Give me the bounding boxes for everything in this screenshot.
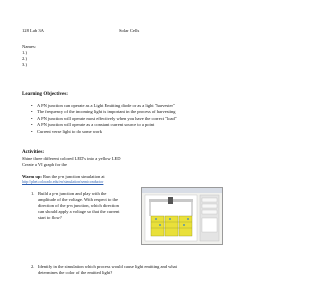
battery-icon: [168, 197, 173, 204]
p-cell: [151, 216, 164, 236]
question-2: [38, 264, 177, 276]
name-line-2: 2.): [22, 56, 27, 61]
warmup-text: Run the p-n junction simulation at: [41, 174, 105, 179]
warmup-line: [22, 175, 105, 180]
objectives-list: [31, 103, 206, 135]
electron-dot: [155, 218, 157, 220]
objective-item: • A PN junction will operate most effectively when you have the correct "load": [31, 116, 206, 122]
simulation-screenshot: [141, 187, 223, 245]
document-title: Solar Cells: [119, 28, 140, 33]
question-2-line: determines the color of the emitted light?: [38, 270, 113, 276]
sim-button: [202, 210, 217, 214]
sim-legend-box: [202, 218, 217, 232]
electron-dot: [183, 224, 185, 226]
objective-item: • Current verse light to do some work: [31, 129, 206, 135]
junction-cell: [165, 216, 178, 236]
simulation-link[interactable]: http://phet.colorado.edu/en/simulation/semiconductor: [22, 180, 104, 184]
objective-item: • The frequency of the incoming light is important in the process of harvesting: [31, 109, 206, 115]
question-1-line: amplitude of the voltage. With respect to the: [38, 197, 118, 203]
warmup-label: Warm up:: [22, 174, 42, 179]
question-2-line: Identify in the simulation which process would cause light emitting and what: [38, 264, 177, 269]
electron-dot: [169, 218, 171, 220]
question-1: [38, 191, 119, 221]
semiconductor-cells: [151, 216, 192, 236]
question-1-line: can should apply a voltage so that the current: [38, 209, 120, 215]
activities-heading: Activities:: [22, 149, 45, 155]
question-1-line: start to flow?: [38, 215, 62, 221]
electron-dot: [187, 218, 189, 220]
question-1-line: direction of the p-n junction, which direction: [38, 203, 119, 209]
name-line-3: 3.): [22, 62, 27, 67]
question-2-number: 2.: [31, 264, 35, 269]
sim-toolbar: [142, 188, 222, 193]
activity-line-1: Shine three different colored LED's into a yellow LED: [22, 156, 121, 161]
objectives-heading: Learning Objectives:: [22, 91, 68, 97]
objective-item: • A PN junction can operate as a Light Emitting diode or as a light "harvester": [31, 103, 206, 109]
objective-item: • A PN junction will operate as a constant current source to a point: [31, 122, 206, 128]
question-1-line: Build a p-n junction and play with the: [38, 191, 107, 196]
n-cell: [179, 216, 192, 236]
names-label: Names:: [22, 44, 37, 49]
sim-button: [202, 204, 217, 208]
sim-button: [202, 198, 217, 202]
electron-dot: [159, 224, 161, 226]
course-label: 128 Lab 3A: [22, 28, 44, 33]
question-1-number: 1.: [31, 191, 35, 196]
name-line-1: 1.): [22, 50, 27, 55]
activity-line-2: Create a VI graph for the: [22, 162, 68, 167]
pn-junction-simulation-image: [142, 188, 222, 244]
